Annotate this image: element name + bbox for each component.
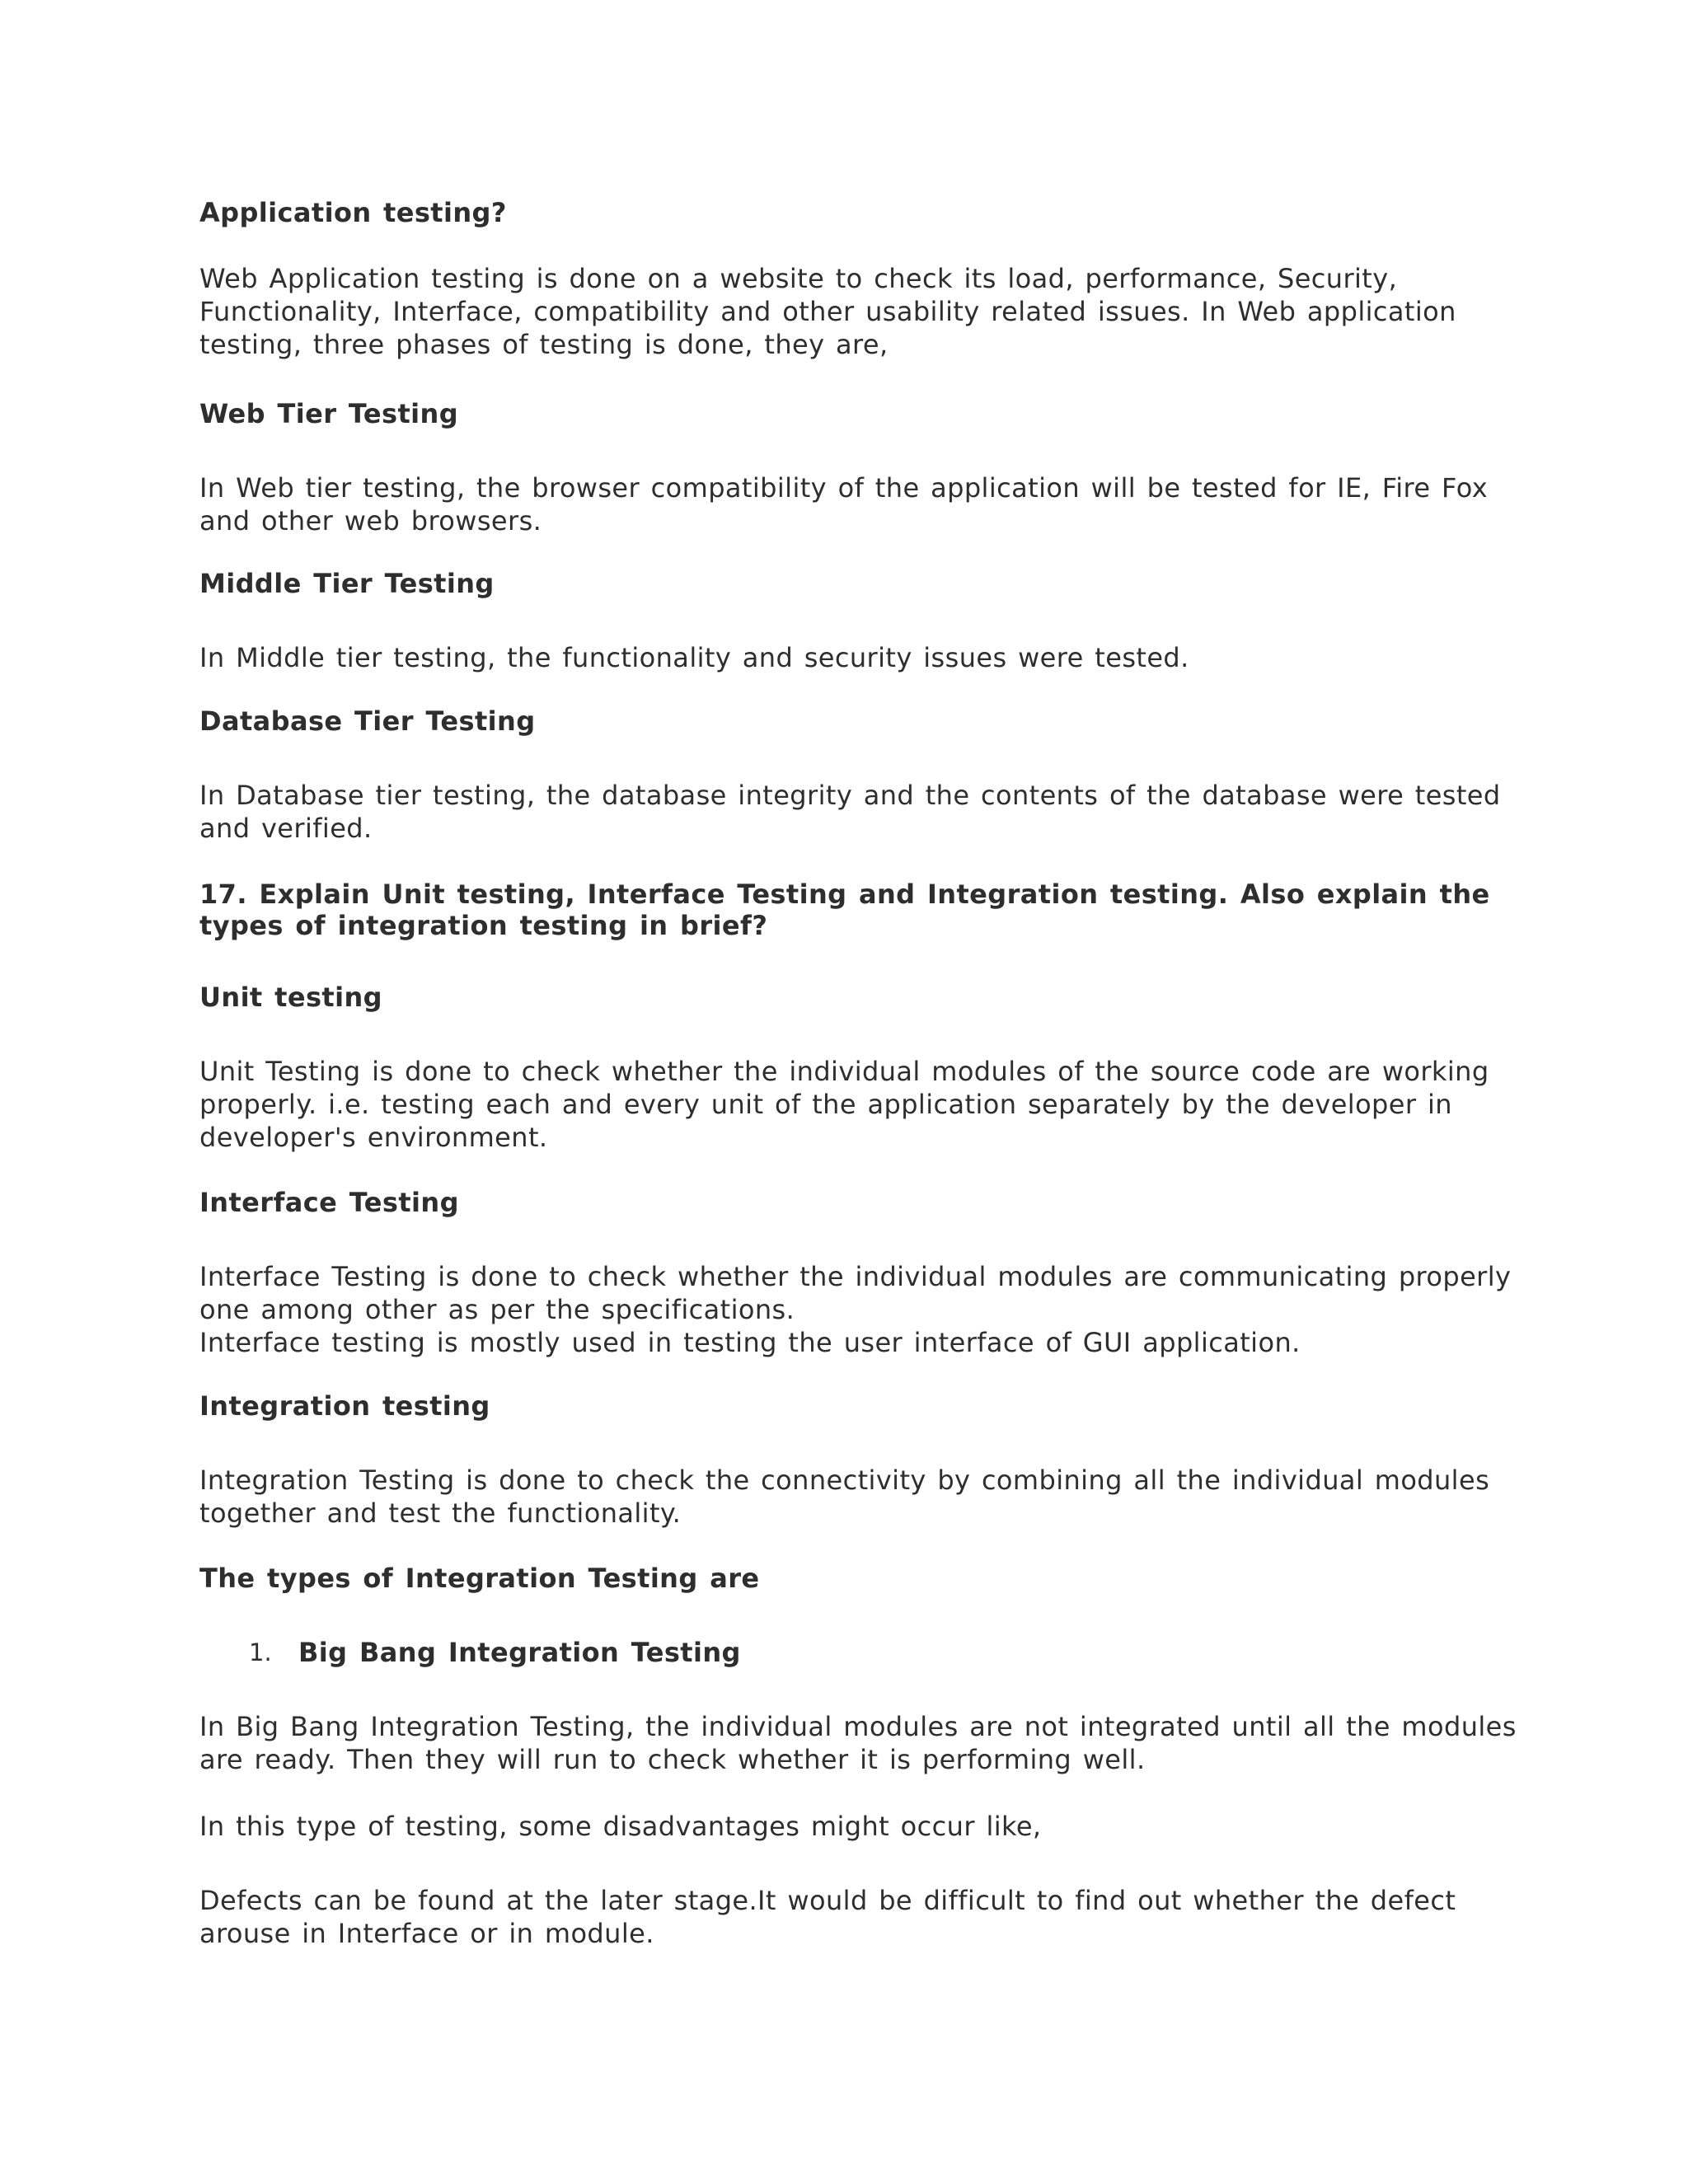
heading-types-of-integration-testing: The types of Integration Testing are	[199, 1563, 760, 1594]
question-17: 17. Explain Unit testing, Interface Testing and Integration testing. Also explain the types of integration testing in brief?	[199, 879, 1490, 941]
heading-unit-testing: Unit testing	[199, 982, 382, 1013]
paragraph-integration-testing: Integration Testing is done to check the connectivity by combining all the individual modules together and test the functionality.	[199, 1465, 1490, 1529]
paragraph-interface-testing-1: Interface Testing is done to check whether the individual modules are communicating properly one among other as per the specifications.	[199, 1261, 1512, 1325]
heading-interface-testing: Interface Testing	[199, 1187, 459, 1218]
heading-database-tier-testing: Database Tier Testing	[199, 705, 536, 737]
paragraph-defects: Defects can be found at the later stage.It would be difficult to find out whether the defect arouse in Interface or in module.	[199, 1885, 1456, 1949]
list-item-big-bang: Big Bang Integration Testing	[298, 1637, 741, 1668]
paragraph-database-tier-testing: In Database tier testing, the database integrity and the contents of the database were tested and verified.	[199, 780, 1501, 844]
paragraph-web-tier-testing: In Web tier testing, the browser compatibility of the application will be tested for IE, Fire Fox and other web browsers.	[199, 472, 1489, 537]
paragraph-unit-testing: Unit Testing is done to check whether the individual modules of the source code are working properly. i.e. testing each and every unit of the application separately by the developer in developer's environment.	[199, 1056, 1489, 1153]
paragraph-disadvantages: In this type of testing, some disadvantages might occur like,	[199, 1811, 1042, 1842]
heading-middle-tier-testing: Middle Tier Testing	[199, 568, 495, 599]
heading-integration-testing: Integration testing	[199, 1390, 490, 1422]
heading-web-tier-testing: Web Tier Testing	[199, 398, 459, 429]
paragraph-middle-tier-testing: In Middle tier testing, the functionality and security issues were tested.	[199, 642, 1189, 673]
paragraph-application-testing: Web Application testing is done on a website to check its load, performance, Security, Functionality, Interface, compatibility and other usability related issues. In Web application testing, three phases of testing is done, they are,	[199, 263, 1456, 360]
paragraph-big-bang: In Big Bang Integration Testing, the individual modules are not integrated until all the modules are ready. Then they will run to check whether it is performing well.	[199, 1711, 1517, 1775]
paragraph-interface-testing-2: Interface testing is mostly used in testing the user interface of GUI application.	[199, 1327, 1301, 1358]
list-item-number: 1.	[249, 1638, 272, 1666]
heading-application-testing: Application testing?	[199, 197, 507, 228]
